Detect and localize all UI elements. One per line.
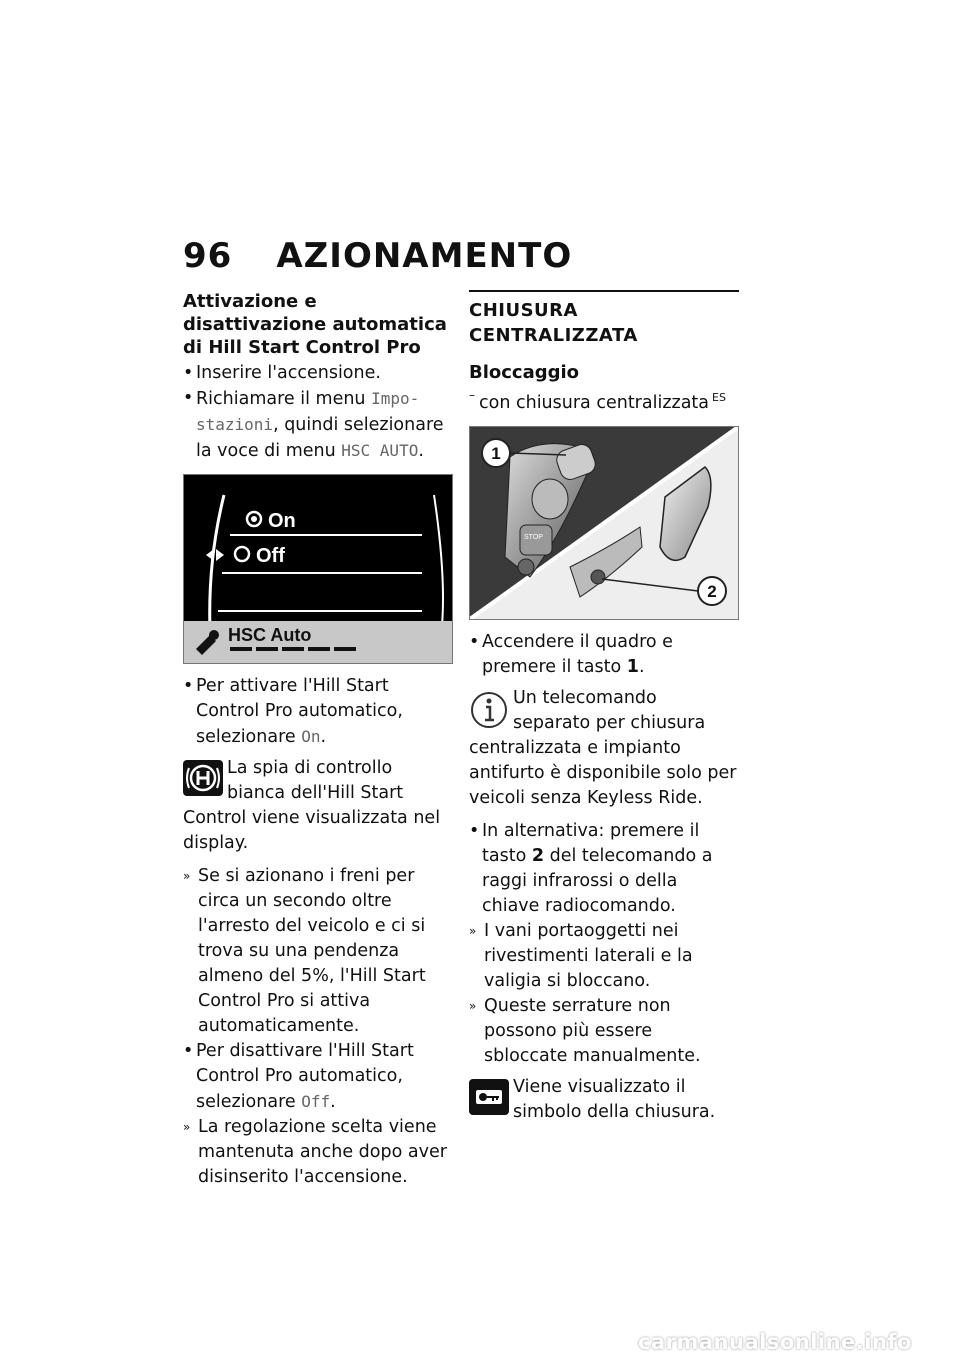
section-heading-hsc: Attivazione e disattivazione automatica di Hill Start Control Pro [183,291,447,358]
key-ref-1: 1 [626,656,639,677]
page-header [183,236,572,276]
step-press-button: • Accendere il quadro e premere il tasto 1. [469,630,739,680]
hill-start-indicator-icon [183,760,223,796]
chapter-title: AZIONAMENTO [276,236,573,276]
info-note: Un telecomando separato per chiusura centralizzata e impianto antifurto è disponibile solo per veicoli senza Keyless Ride. [469,687,737,808]
key-ref-2: 2 [531,845,545,866]
hsc-display-figure [183,474,453,664]
indicator-note: La spia di controllo bianca dell'Hill Start Control viene visualizzata nel display. [183,758,441,853]
menu-name: Impo-stazioni [196,389,420,434]
info-icon [469,690,509,730]
display-option-on: On [268,510,296,532]
svg-text:1: 1 [491,443,501,463]
left-column [183,290,453,1190]
page-number: 96 [183,236,233,276]
stop-switch-label: STOP [524,533,543,541]
result-auto-activate: » Se si azionano i freni per circa un secondo oltre l'arresto del veicolo e ci si trova su una pendenza almeno del 5%, l'Hill Start Control Pro si attiva automaticamente. [183,864,453,1039]
display-option-off: Off [256,545,285,567]
value-off: Off [301,1092,331,1111]
subheading-locking: Bloccaggio [469,362,580,383]
result-compartments-locked: » I vani portaoggetti nei rivestimenti laterali e la valigia si bloccano. [469,919,739,994]
condition-line: – con chiusura centralizzata $^{ES}$ [469,385,739,416]
value-on: On [301,727,321,746]
step-alternative: • In alternativa: premere il tasto 2 del telecomando a raggi infrarossi o della chiave radiocomando. [469,819,739,919]
lock-symbol-icon [469,1079,509,1115]
step-deactivate: • Per disattivare l'Hill Start Control Pro automatico, selezionare Off. [183,1039,453,1115]
lock-symbol-note: Viene visualizzato il simbolo della chiusura. [469,1075,739,1125]
menu-item-name: HSC AUTO [341,441,419,460]
section-title-central-locking: CHIUSURA CENTRALIZZATA [469,290,739,348]
right-column [469,290,739,1133]
step-ignition: • Inserire l'accensione. [183,361,453,386]
display-menu-label: HSC Auto [228,625,312,645]
svg-text:2: 2 [707,581,717,601]
result-setting-kept: » La regolazione scelta viene mantenuta anche dopo aver disinserito l'accensione. [183,1115,453,1190]
step-open-menu: • Richiamare il menu Impo-stazioni, quindi selezionare la voce di menu HSC AUTO. [183,386,453,464]
locking-button-figure [469,426,739,620]
watermark-text: carmanualsonline.info [638,1330,912,1354]
result-no-manual-unlock: » Queste serrature non possono più essere sbloccate manualmente. [469,994,739,1069]
step-activate: • Per attivare l'Hill Start Control Pro automatico, selezionare On. [183,674,453,750]
footer-watermark-bar [0,1323,960,1362]
